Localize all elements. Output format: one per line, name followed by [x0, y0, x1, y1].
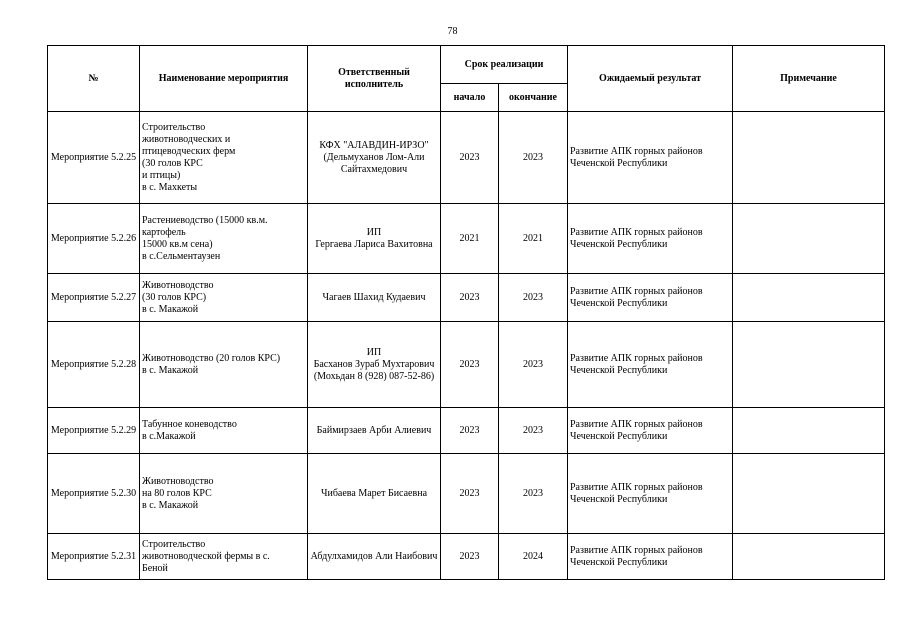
row-responsible: ИП Гергаева Лариса Вахитовна: [308, 204, 441, 274]
row-start-year: 2023: [441, 322, 499, 408]
row-activity-name: Животноводство (30 голов КРС) в с. Макажой: [140, 274, 308, 322]
row-expected-result: Развитие АПК горных районов Чеченской Республики: [568, 204, 733, 274]
header-responsible: Ответственный исполнитель: [308, 46, 441, 112]
table-row: [48, 454, 885, 534]
row-end-year: 2023: [499, 274, 568, 322]
row-expected-result: Развитие АПК горных районов Чеченской Республики: [568, 274, 733, 322]
header-end: окончание: [499, 84, 568, 112]
header-period: Срок реализации: [441, 46, 568, 84]
row-expected-result: Развитие АПК горных районов Чеченской Республики: [568, 454, 733, 534]
row-responsible: КФХ "АЛАВДИН-ИРЗО" (Дельмуханов Лом-Али Сайтахмедович: [308, 112, 441, 204]
page-number: 78: [447, 26, 458, 37]
table-row: [48, 322, 885, 408]
activities-table: [47, 45, 885, 580]
row-responsible: Чибаева Марет Бисаевна: [308, 454, 441, 534]
header-start: начало: [441, 84, 499, 112]
row-start-year: 2023: [441, 408, 499, 454]
row-note: [733, 112, 885, 204]
row-end-year: 2023: [499, 408, 568, 454]
row-number: Мероприятие 5.2.31: [48, 534, 140, 580]
row-expected-result: Развитие АПК горных районов Чеченской Республики: [568, 112, 733, 204]
row-expected-result: Развитие АПК горных районов Чеченской Республики: [568, 322, 733, 408]
row-note: [733, 204, 885, 274]
row-number: Мероприятие 5.2.29: [48, 408, 140, 454]
header-name: Наименование мероприятия: [140, 46, 308, 112]
row-activity-name: Табунное коневодство в с.Макажой: [140, 408, 308, 454]
table-row: [48, 408, 885, 454]
header-note: Примечание: [733, 46, 885, 112]
header-num: №: [48, 46, 140, 112]
row-end-year: 2023: [499, 454, 568, 534]
row-expected-result: Развитие АПК горных районов Чеченской Республики: [568, 408, 733, 454]
row-expected-result: Развитие АПК горных районов Чеченской Республики: [568, 534, 733, 580]
row-note: [733, 274, 885, 322]
row-responsible: Баймирзаев Арби Алиевич: [308, 408, 441, 454]
row-number: Мероприятие 5.2.28: [48, 322, 140, 408]
row-start-year: 2021: [441, 204, 499, 274]
row-activity-name: Строительство животноводческой фермы в с. Беной: [140, 534, 308, 580]
header-result: Ожидаемый результат: [568, 46, 733, 112]
row-activity-name: Животноводство на 80 голов КРС в с. Макажой: [140, 454, 308, 534]
row-note: [733, 454, 885, 534]
row-end-year: 2023: [499, 112, 568, 204]
row-end-year: 2024: [499, 534, 568, 580]
row-number: Мероприятие 5.2.30: [48, 454, 140, 534]
table-row: [48, 204, 885, 274]
row-number: Мероприятие 5.2.25: [48, 112, 140, 204]
row-activity-name: Животноводство (20 голов КРС) в с. Макажой: [140, 322, 308, 408]
row-responsible: Чагаев Шахид Кудаевич: [308, 274, 441, 322]
row-responsible: Абдулхамидов Али Наибович: [308, 534, 441, 580]
row-number: Мероприятие 5.2.27: [48, 274, 140, 322]
row-note: [733, 408, 885, 454]
row-number: Мероприятие 5.2.26: [48, 204, 140, 274]
row-responsible: ИП Басханов Зураб Мухтарович (Мохьдан 8 (928) 087-52-86): [308, 322, 441, 408]
row-note: [733, 322, 885, 408]
row-activity-name: Растениеводство (15000 кв.м. картофель 15000 кв.м сена) в с.Сельментаузен: [140, 204, 308, 274]
table-row: [48, 274, 885, 322]
table-row: [48, 112, 885, 204]
row-end-year: 2023: [499, 322, 568, 408]
row-start-year: 2023: [441, 534, 499, 580]
row-activity-name: Строительство животноводческих и птицеводческих ферм (30 голов КРС и птицы) в с. Махкеты: [140, 112, 308, 204]
row-start-year: 2023: [441, 112, 499, 204]
table-row: [48, 534, 885, 580]
row-start-year: 2023: [441, 454, 499, 534]
row-note: [733, 534, 885, 580]
row-end-year: 2021: [499, 204, 568, 274]
row-start-year: 2023: [441, 274, 499, 322]
